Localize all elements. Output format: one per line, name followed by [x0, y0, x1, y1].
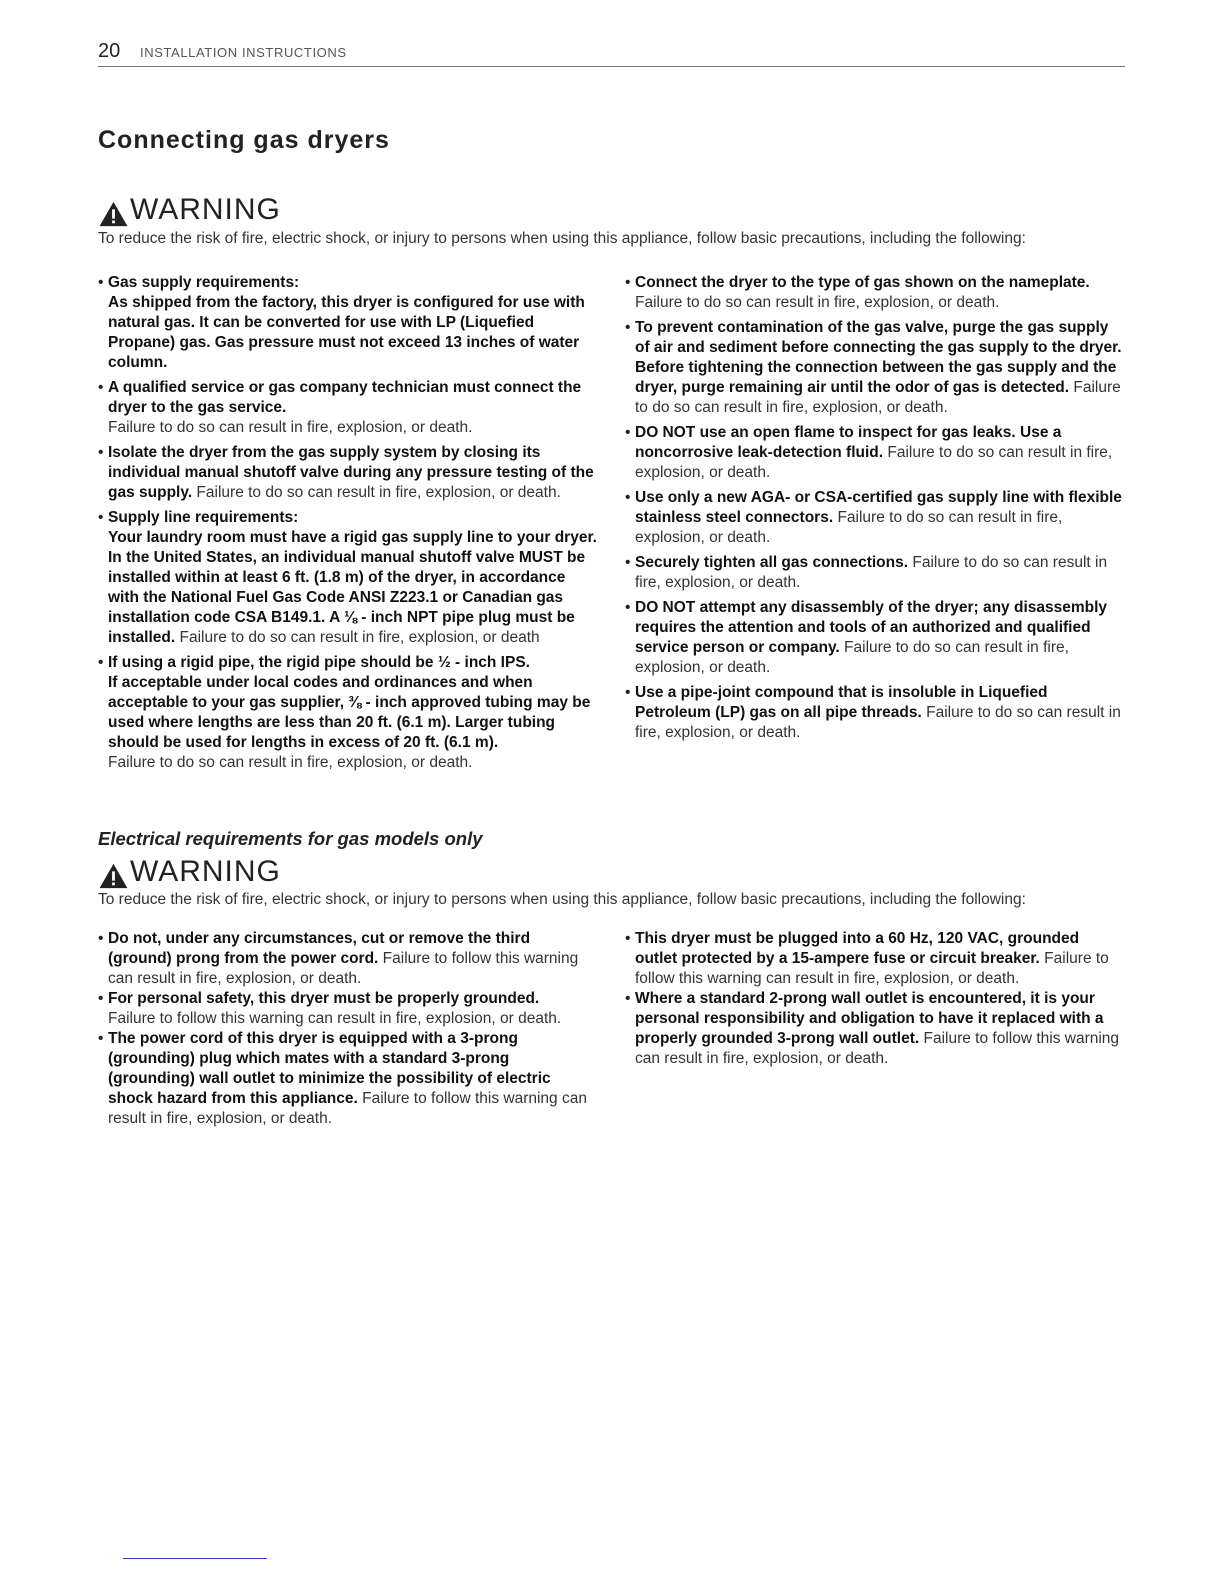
- warning-list-item: • For personal safety, this dryer must be properly grounded. Failure to follow this warning can result in fire, explosion, or death.: [98, 989, 598, 1029]
- warning-list-item: • Use only a new AGA- or CSA-certified gas supply line with flexible stainless steel connectors. Failure to do so can result in fire, explosion, or death.: [625, 488, 1125, 548]
- warning-list-item: • A qualified service or gas company technician must connect the dryer to the gas service. Failure to do so can result in fire, explosion, or death.: [98, 378, 598, 438]
- warning-list-item: • Isolate the dryer from the gas supply system by closing its individual manual shutoff valve during any pressure testing of the gas supply. Failure to do so can result in fire, explosion, or death.: [98, 443, 598, 503]
- warning-list-item: • Supply line requirements: Your laundry room must have a rigid gas supply line to your dryer. In the United States, an individual manual shutoff valve MUST be installed within at least 6 ft. (1.8 m) of the dryer, in accordance with the National Fuel Gas Code ANSI Z223.1 or Canadian gas installation code CSA B149.1. A ⅛ - inch NPT pipe plug must be installed. Failure to do so can result in fire, explosion, or death: [98, 508, 598, 648]
- warning-1-right-column: [625, 273, 1125, 748]
- warning-list-item: • Connect the dryer to the type of gas shown on the nameplate. Failure to do so can result in fire, explosion, or death.: [625, 273, 1125, 313]
- warning-list-item: • This dryer must be plugged into a 60 Hz, 120 VAC, grounded outlet protected by a 15-ampere fuse or circuit breaker. Failure to follow this warning can result in fire, explosion, or death.: [625, 929, 1125, 989]
- warning-list-item: • Securely tighten all gas connections. Failure to do so can result in fire, explosion, or death.: [625, 553, 1125, 593]
- warning-heading-1: [98, 193, 281, 227]
- warning-1-left-column: [98, 273, 598, 778]
- footer-rule: [123, 1558, 267, 1559]
- warning-list-item: • Do not, under any circumstances, cut or remove the third (ground) prong from the power cord. Failure to follow this warning can result in fire, explosion, or death.: [98, 929, 598, 989]
- warning-list-item: • DO NOT attempt any disassembly of the dryer; any disassembly requires the attention and tools of an authorized and qualified service person or company. Failure to do so can result in fire, explosion, or death.: [625, 598, 1125, 678]
- warning-list-item: • Gas supply requirements: As shipped from the factory, this dryer is configured for use with natural gas. It can be converted for use with LP (Liquefied Propane) gas. Gas pressure must not exceed 13 inches of water column.: [98, 273, 598, 373]
- warning-list-item: • Where a standard 2-prong wall outlet is encountered, it is your personal responsibility and obligation to have it replaced with a properly grounded 3-prong wall outlet. Failure to follow this warning can result in fire, explosion, or death.: [625, 989, 1125, 1069]
- page-number: 20: [98, 40, 121, 62]
- electrical-requirements-heading: Electrical requirements for gas models only: [98, 828, 483, 849]
- warning-list-item: • If using a rigid pipe, the rigid pipe should be ½ - inch IPS. If acceptable under local codes and ordinances and when acceptable to your gas supplier, ⅜ - inch approved tubing may be used where lengths are less than 20 ft. (6.1 m). Larger tubing should be used for lengths in excess of 20 ft. (6.1 m). Failure to do so can result in fire, explosion, or death.: [98, 653, 598, 773]
- page-title: Connecting gas dryers: [98, 126, 390, 154]
- warning-list-item: • Use a pipe-joint compound that is insoluble in Liquefied Petroleum (LP) gas on all pipe threads. Failure to do so can result in fire, explosion, or death.: [625, 683, 1125, 743]
- warning-heading-2: [98, 855, 281, 889]
- warning-intro-1: To reduce the risk of fire, electric shock, or injury to persons when using this appliance, follow basic precautions, including the following:: [98, 230, 1026, 247]
- warning-triangle-icon: [98, 863, 129, 889]
- warning-2-left-column: [98, 929, 598, 1129]
- warning-list-item: • The power cord of this dryer is equipped with a 3-prong (grounding) plug which mates with a standard 3-prong (grounding) wall outlet to minimize the possibility of electric shock hazard from this appliance. Failure to follow this warning can result in fire, explosion, or death.: [98, 1029, 598, 1129]
- warning-list-item: • To prevent contamination of the gas valve, purge the gas supply of air and sediment before connecting the gas supply to the dryer. Before tightening the connection between the gas supply and the dryer, purge remaining air until the odor of gas is detected. Failure to do so can result in fire, explosion, or death.: [625, 318, 1125, 418]
- warning-label: WARNING: [130, 193, 281, 226]
- warning-triangle-icon: [98, 201, 129, 227]
- warning-list-item: • DO NOT use an open flame to inspect for gas leaks. Use a noncorrosive leak-detection fluid. Failure to do so can result in fire, explosion, or death.: [625, 423, 1125, 483]
- page-header: [98, 40, 1125, 67]
- warning-intro-2: To reduce the risk of fire, electric shock, or injury to persons when using this appliance, follow basic precautions, including the following:: [98, 891, 1026, 908]
- section-label: INSTALLATION INSTRUCTIONS: [140, 45, 347, 60]
- warning-label: WARNING: [130, 855, 281, 888]
- warning-2-right-column: [625, 929, 1125, 1069]
